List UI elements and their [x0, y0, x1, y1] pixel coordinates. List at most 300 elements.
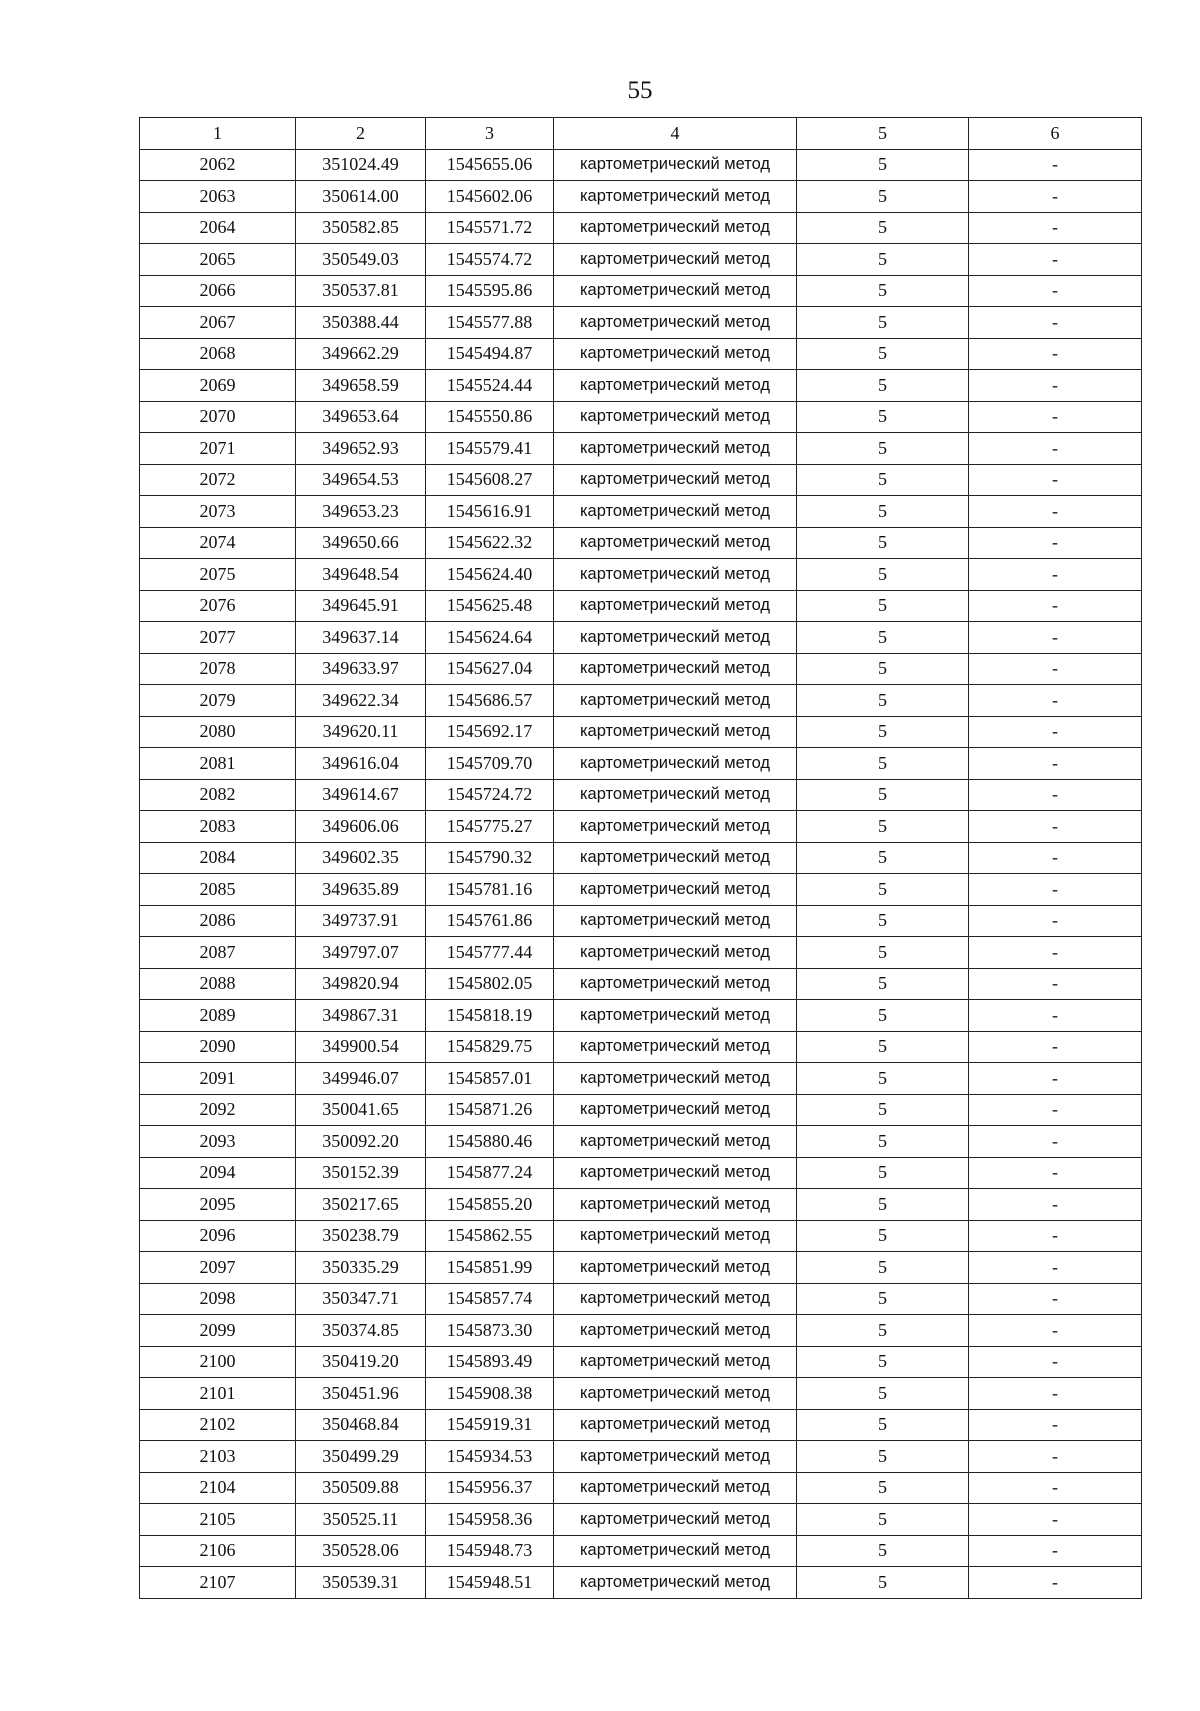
point-number-cell: 2103	[140, 1441, 296, 1473]
page-number: 55	[627, 77, 653, 104]
y-coordinate-cell: 1545893.49	[426, 1346, 554, 1378]
method-cell: картометрический метод	[554, 1189, 797, 1221]
column-header-3: 3	[426, 118, 554, 150]
note-cell: -	[969, 401, 1142, 433]
table-row	[140, 559, 1142, 591]
table-row	[140, 1378, 1142, 1410]
method-cell: картометрический метод	[554, 275, 797, 307]
table-row	[140, 1472, 1142, 1504]
table-row	[140, 149, 1142, 181]
x-coordinate-cell: 349652.93	[296, 433, 426, 465]
x-coordinate-cell: 349650.66	[296, 527, 426, 559]
note-cell: -	[969, 1315, 1142, 1347]
method-cell: картометрический метод	[554, 622, 797, 654]
x-coordinate-cell: 349946.07	[296, 1063, 426, 1095]
method-cell: картометрический метод	[554, 149, 797, 181]
table-row	[140, 275, 1142, 307]
point-number-cell: 2102	[140, 1409, 296, 1441]
accuracy-cell: 5	[797, 1346, 969, 1378]
x-coordinate-cell: 349622.34	[296, 685, 426, 717]
accuracy-cell: 5	[797, 1315, 969, 1347]
y-coordinate-cell: 1545608.27	[426, 464, 554, 496]
table-row	[140, 244, 1142, 276]
method-cell: картометрический метод	[554, 937, 797, 969]
method-cell: картометрический метод	[554, 653, 797, 685]
point-number-cell: 2079	[140, 685, 296, 717]
y-coordinate-cell: 1545616.91	[426, 496, 554, 528]
x-coordinate-cell: 349820.94	[296, 968, 426, 1000]
method-cell: картометрический метод	[554, 1000, 797, 1032]
table-row	[140, 527, 1142, 559]
table-row	[140, 1031, 1142, 1063]
y-coordinate-cell: 1545857.01	[426, 1063, 554, 1095]
y-coordinate-cell: 1545622.32	[426, 527, 554, 559]
note-cell: -	[969, 1126, 1142, 1158]
method-cell: картометрический метод	[554, 716, 797, 748]
point-number-cell: 2089	[140, 1000, 296, 1032]
y-coordinate-cell: 1545857.74	[426, 1283, 554, 1315]
note-cell: -	[969, 307, 1142, 339]
x-coordinate-cell: 350238.79	[296, 1220, 426, 1252]
accuracy-cell: 5	[797, 244, 969, 276]
coordinates-table	[139, 117, 1142, 1599]
method-cell: картометрический метод	[554, 1378, 797, 1410]
point-number-cell: 2065	[140, 244, 296, 276]
y-coordinate-cell: 1545948.73	[426, 1535, 554, 1567]
x-coordinate-cell: 350582.85	[296, 212, 426, 244]
accuracy-cell: 5	[797, 1378, 969, 1410]
y-coordinate-cell: 1545709.70	[426, 748, 554, 780]
point-number-cell: 2075	[140, 559, 296, 591]
accuracy-cell: 5	[797, 1126, 969, 1158]
table-row	[140, 370, 1142, 402]
x-coordinate-cell: 349653.64	[296, 401, 426, 433]
accuracy-cell: 5	[797, 590, 969, 622]
table-row	[140, 905, 1142, 937]
y-coordinate-cell: 1545524.44	[426, 370, 554, 402]
point-number-cell: 2067	[140, 307, 296, 339]
method-cell: картометрический метод	[554, 244, 797, 276]
table-row	[140, 716, 1142, 748]
accuracy-cell: 5	[797, 1252, 969, 1284]
note-cell: -	[969, 622, 1142, 654]
accuracy-cell: 5	[797, 496, 969, 528]
point-number-cell: 2069	[140, 370, 296, 402]
table-row	[140, 464, 1142, 496]
note-cell: -	[969, 842, 1142, 874]
x-coordinate-cell: 350152.39	[296, 1157, 426, 1189]
x-coordinate-cell: 350614.00	[296, 181, 426, 213]
y-coordinate-cell: 1545956.37	[426, 1472, 554, 1504]
point-number-cell: 2086	[140, 905, 296, 937]
method-cell: картометрический метод	[554, 527, 797, 559]
table-row	[140, 1346, 1142, 1378]
note-cell: -	[969, 338, 1142, 370]
y-coordinate-cell: 1545602.06	[426, 181, 554, 213]
accuracy-cell: 5	[797, 181, 969, 213]
method-cell: картометрический метод	[554, 1315, 797, 1347]
y-coordinate-cell: 1545692.17	[426, 716, 554, 748]
table-header	[140, 118, 1142, 150]
y-coordinate-cell: 1545919.31	[426, 1409, 554, 1441]
point-number-cell: 2093	[140, 1126, 296, 1158]
x-coordinate-cell: 349614.67	[296, 779, 426, 811]
note-cell: -	[969, 1472, 1142, 1504]
y-coordinate-cell: 1545880.46	[426, 1126, 554, 1158]
method-cell: картометрический метод	[554, 1094, 797, 1126]
x-coordinate-cell: 349867.31	[296, 1000, 426, 1032]
table-row	[140, 433, 1142, 465]
x-coordinate-cell: 350217.65	[296, 1189, 426, 1221]
accuracy-cell: 5	[797, 905, 969, 937]
point-number-cell: 2094	[140, 1157, 296, 1189]
accuracy-cell: 5	[797, 779, 969, 811]
x-coordinate-cell: 349606.06	[296, 811, 426, 843]
accuracy-cell: 5	[797, 811, 969, 843]
note-cell: -	[969, 181, 1142, 213]
point-number-cell: 2091	[140, 1063, 296, 1095]
y-coordinate-cell: 1545550.86	[426, 401, 554, 433]
y-coordinate-cell: 1545862.55	[426, 1220, 554, 1252]
method-cell: картометрический метод	[554, 1567, 797, 1599]
x-coordinate-cell: 349602.35	[296, 842, 426, 874]
method-cell: картометрический метод	[554, 1346, 797, 1378]
y-coordinate-cell: 1545627.04	[426, 653, 554, 685]
point-number-cell: 2078	[140, 653, 296, 685]
method-cell: картометрический метод	[554, 401, 797, 433]
point-number-cell: 2099	[140, 1315, 296, 1347]
accuracy-cell: 5	[797, 212, 969, 244]
table-row	[140, 1315, 1142, 1347]
x-coordinate-cell: 349637.14	[296, 622, 426, 654]
table-row	[140, 181, 1142, 213]
y-coordinate-cell: 1545790.32	[426, 842, 554, 874]
y-coordinate-cell: 1545851.99	[426, 1252, 554, 1284]
y-coordinate-cell: 1545873.30	[426, 1315, 554, 1347]
point-number-cell: 2100	[140, 1346, 296, 1378]
accuracy-cell: 5	[797, 1189, 969, 1221]
point-number-cell: 2081	[140, 748, 296, 780]
point-number-cell: 2076	[140, 590, 296, 622]
table-row	[140, 1283, 1142, 1315]
y-coordinate-cell: 1545775.27	[426, 811, 554, 843]
accuracy-cell: 5	[797, 653, 969, 685]
table-row	[140, 1441, 1142, 1473]
note-cell: -	[969, 370, 1142, 402]
method-cell: картометрический метод	[554, 370, 797, 402]
x-coordinate-cell: 349635.89	[296, 874, 426, 906]
x-coordinate-cell: 350509.88	[296, 1472, 426, 1504]
method-cell: картометрический метод	[554, 874, 797, 906]
method-cell: картометрический метод	[554, 905, 797, 937]
method-cell: картометрический метод	[554, 779, 797, 811]
table-row	[140, 1094, 1142, 1126]
x-coordinate-cell: 349633.97	[296, 653, 426, 685]
note-cell: -	[969, 1567, 1142, 1599]
table-row	[140, 874, 1142, 906]
point-number-cell: 2107	[140, 1567, 296, 1599]
x-coordinate-cell: 349620.11	[296, 716, 426, 748]
y-coordinate-cell: 1545855.20	[426, 1189, 554, 1221]
point-number-cell: 2084	[140, 842, 296, 874]
y-coordinate-cell: 1545761.86	[426, 905, 554, 937]
y-coordinate-cell: 1545571.72	[426, 212, 554, 244]
y-coordinate-cell: 1545595.86	[426, 275, 554, 307]
point-number-cell: 2105	[140, 1504, 296, 1536]
note-cell: -	[969, 779, 1142, 811]
note-cell: -	[969, 275, 1142, 307]
note-cell: -	[969, 1063, 1142, 1095]
note-cell: -	[969, 685, 1142, 717]
accuracy-cell: 5	[797, 307, 969, 339]
method-cell: картометрический метод	[554, 1220, 797, 1252]
table-row	[140, 653, 1142, 685]
note-cell: -	[969, 1220, 1142, 1252]
accuracy-cell: 5	[797, 1535, 969, 1567]
method-cell: картометрический метод	[554, 811, 797, 843]
accuracy-cell: 5	[797, 968, 969, 1000]
note-cell: -	[969, 874, 1142, 906]
method-cell: картометрический метод	[554, 1252, 797, 1284]
table-row	[140, 338, 1142, 370]
table-row	[140, 401, 1142, 433]
x-coordinate-cell: 350468.84	[296, 1409, 426, 1441]
method-cell: картометрический метод	[554, 181, 797, 213]
x-coordinate-cell: 349648.54	[296, 559, 426, 591]
point-number-cell: 2063	[140, 181, 296, 213]
method-cell: картометрический метод	[554, 1031, 797, 1063]
note-cell: -	[969, 1535, 1142, 1567]
method-cell: картометрический метод	[554, 496, 797, 528]
note-cell: -	[969, 1189, 1142, 1221]
table-row	[140, 307, 1142, 339]
column-header-6: 6	[969, 118, 1142, 150]
x-coordinate-cell: 349737.91	[296, 905, 426, 937]
column-header-1: 1	[140, 118, 296, 150]
x-coordinate-cell: 350528.06	[296, 1535, 426, 1567]
y-coordinate-cell: 1545624.40	[426, 559, 554, 591]
accuracy-cell: 5	[797, 1567, 969, 1599]
point-number-cell: 2062	[140, 149, 296, 181]
note-cell: -	[969, 716, 1142, 748]
accuracy-cell: 5	[797, 527, 969, 559]
point-number-cell: 2064	[140, 212, 296, 244]
y-coordinate-cell: 1545574.72	[426, 244, 554, 276]
method-cell: картометрический метод	[554, 842, 797, 874]
accuracy-cell: 5	[797, 401, 969, 433]
y-coordinate-cell: 1545624.64	[426, 622, 554, 654]
accuracy-cell: 5	[797, 937, 969, 969]
point-number-cell: 2096	[140, 1220, 296, 1252]
y-coordinate-cell: 1545958.36	[426, 1504, 554, 1536]
accuracy-cell: 5	[797, 685, 969, 717]
point-number-cell: 2092	[140, 1094, 296, 1126]
x-coordinate-cell: 350419.20	[296, 1346, 426, 1378]
note-cell: -	[969, 1283, 1142, 1315]
accuracy-cell: 5	[797, 149, 969, 181]
accuracy-cell: 5	[797, 1220, 969, 1252]
accuracy-cell: 5	[797, 1409, 969, 1441]
accuracy-cell: 5	[797, 1063, 969, 1095]
point-number-cell: 2098	[140, 1283, 296, 1315]
note-cell: -	[969, 811, 1142, 843]
x-coordinate-cell: 349654.53	[296, 464, 426, 496]
y-coordinate-cell: 1545577.88	[426, 307, 554, 339]
point-number-cell: 2071	[140, 433, 296, 465]
y-coordinate-cell: 1545655.06	[426, 149, 554, 181]
point-number-cell: 2088	[140, 968, 296, 1000]
point-number-cell: 2077	[140, 622, 296, 654]
method-cell: картометрический метод	[554, 559, 797, 591]
accuracy-cell: 5	[797, 433, 969, 465]
table-row	[140, 842, 1142, 874]
table-row	[140, 779, 1142, 811]
table-row	[140, 1220, 1142, 1252]
table-row	[140, 590, 1142, 622]
point-number-cell: 2068	[140, 338, 296, 370]
accuracy-cell: 5	[797, 559, 969, 591]
y-coordinate-cell: 1545829.75	[426, 1031, 554, 1063]
note-cell: -	[969, 1378, 1142, 1410]
x-coordinate-cell: 350525.11	[296, 1504, 426, 1536]
header-row	[140, 118, 1142, 150]
method-cell: картометрический метод	[554, 748, 797, 780]
y-coordinate-cell: 1545818.19	[426, 1000, 554, 1032]
method-cell: картометрический метод	[554, 1535, 797, 1567]
accuracy-cell: 5	[797, 275, 969, 307]
table-row	[140, 1567, 1142, 1599]
point-number-cell: 2072	[140, 464, 296, 496]
note-cell: -	[969, 968, 1142, 1000]
method-cell: картометрический метод	[554, 1409, 797, 1441]
note-cell: -	[969, 1441, 1142, 1473]
table-row	[140, 1063, 1142, 1095]
table-row	[140, 1504, 1142, 1536]
y-coordinate-cell: 1545625.48	[426, 590, 554, 622]
x-coordinate-cell: 350539.31	[296, 1567, 426, 1599]
y-coordinate-cell: 1545871.26	[426, 1094, 554, 1126]
accuracy-cell: 5	[797, 874, 969, 906]
point-number-cell: 2101	[140, 1378, 296, 1410]
x-coordinate-cell: 349662.29	[296, 338, 426, 370]
table-row	[140, 1252, 1142, 1284]
table-row	[140, 1189, 1142, 1221]
x-coordinate-cell: 350549.03	[296, 244, 426, 276]
y-coordinate-cell: 1545802.05	[426, 968, 554, 1000]
note-cell: -	[969, 1409, 1142, 1441]
method-cell: картометрический метод	[554, 1504, 797, 1536]
x-coordinate-cell: 351024.49	[296, 149, 426, 181]
x-coordinate-cell: 349653.23	[296, 496, 426, 528]
accuracy-cell: 5	[797, 1504, 969, 1536]
method-cell: картометрический метод	[554, 1063, 797, 1095]
note-cell: -	[969, 149, 1142, 181]
note-cell: -	[969, 748, 1142, 780]
note-cell: -	[969, 1031, 1142, 1063]
method-cell: картометрический метод	[554, 1157, 797, 1189]
accuracy-cell: 5	[797, 370, 969, 402]
table-row	[140, 1000, 1142, 1032]
note-cell: -	[969, 590, 1142, 622]
method-cell: картометрический метод	[554, 464, 797, 496]
accuracy-cell: 5	[797, 1441, 969, 1473]
y-coordinate-cell: 1545494.87	[426, 338, 554, 370]
point-number-cell: 2095	[140, 1189, 296, 1221]
y-coordinate-cell: 1545777.44	[426, 937, 554, 969]
x-coordinate-cell: 349900.54	[296, 1031, 426, 1063]
method-cell: картометрический метод	[554, 433, 797, 465]
note-cell: -	[969, 1157, 1142, 1189]
x-coordinate-cell: 349645.91	[296, 590, 426, 622]
point-number-cell: 2066	[140, 275, 296, 307]
x-coordinate-cell: 350374.85	[296, 1315, 426, 1347]
method-cell: картометрический метод	[554, 338, 797, 370]
table-row	[140, 811, 1142, 843]
x-coordinate-cell: 350499.29	[296, 1441, 426, 1473]
note-cell: -	[969, 244, 1142, 276]
note-cell: -	[969, 653, 1142, 685]
x-coordinate-cell: 350335.29	[296, 1252, 426, 1284]
point-number-cell: 2074	[140, 527, 296, 559]
note-cell: -	[969, 1000, 1142, 1032]
table-row	[140, 1157, 1142, 1189]
accuracy-cell: 5	[797, 464, 969, 496]
method-cell: картометрический метод	[554, 685, 797, 717]
y-coordinate-cell: 1545724.72	[426, 779, 554, 811]
y-coordinate-cell: 1545908.38	[426, 1378, 554, 1410]
accuracy-cell: 5	[797, 338, 969, 370]
table-row	[140, 622, 1142, 654]
note-cell: -	[969, 1346, 1142, 1378]
table-row	[140, 937, 1142, 969]
table-row	[140, 1126, 1142, 1158]
point-number-cell: 2106	[140, 1535, 296, 1567]
accuracy-cell: 5	[797, 716, 969, 748]
note-cell: -	[969, 433, 1142, 465]
method-cell: картометрический метод	[554, 590, 797, 622]
x-coordinate-cell: 350092.20	[296, 1126, 426, 1158]
x-coordinate-cell: 349616.04	[296, 748, 426, 780]
y-coordinate-cell: 1545579.41	[426, 433, 554, 465]
method-cell: картометрический метод	[554, 1283, 797, 1315]
table-row	[140, 212, 1142, 244]
method-cell: картометрический метод	[554, 1441, 797, 1473]
point-number-cell: 2070	[140, 401, 296, 433]
table-row	[140, 748, 1142, 780]
x-coordinate-cell: 349797.07	[296, 937, 426, 969]
point-number-cell: 2104	[140, 1472, 296, 1504]
x-coordinate-cell: 349658.59	[296, 370, 426, 402]
y-coordinate-cell: 1545686.57	[426, 685, 554, 717]
y-coordinate-cell: 1545781.16	[426, 874, 554, 906]
y-coordinate-cell: 1545948.51	[426, 1567, 554, 1599]
y-coordinate-cell: 1545934.53	[426, 1441, 554, 1473]
table-row	[140, 968, 1142, 1000]
note-cell: -	[969, 496, 1142, 528]
x-coordinate-cell: 350451.96	[296, 1378, 426, 1410]
accuracy-cell: 5	[797, 1000, 969, 1032]
column-header-2: 2	[296, 118, 426, 150]
note-cell: -	[969, 1252, 1142, 1284]
point-number-cell: 2073	[140, 496, 296, 528]
method-cell: картометрический метод	[554, 212, 797, 244]
x-coordinate-cell: 350388.44	[296, 307, 426, 339]
note-cell: -	[969, 937, 1142, 969]
y-coordinate-cell: 1545877.24	[426, 1157, 554, 1189]
method-cell: картометрический метод	[554, 1126, 797, 1158]
note-cell: -	[969, 212, 1142, 244]
point-number-cell: 2085	[140, 874, 296, 906]
